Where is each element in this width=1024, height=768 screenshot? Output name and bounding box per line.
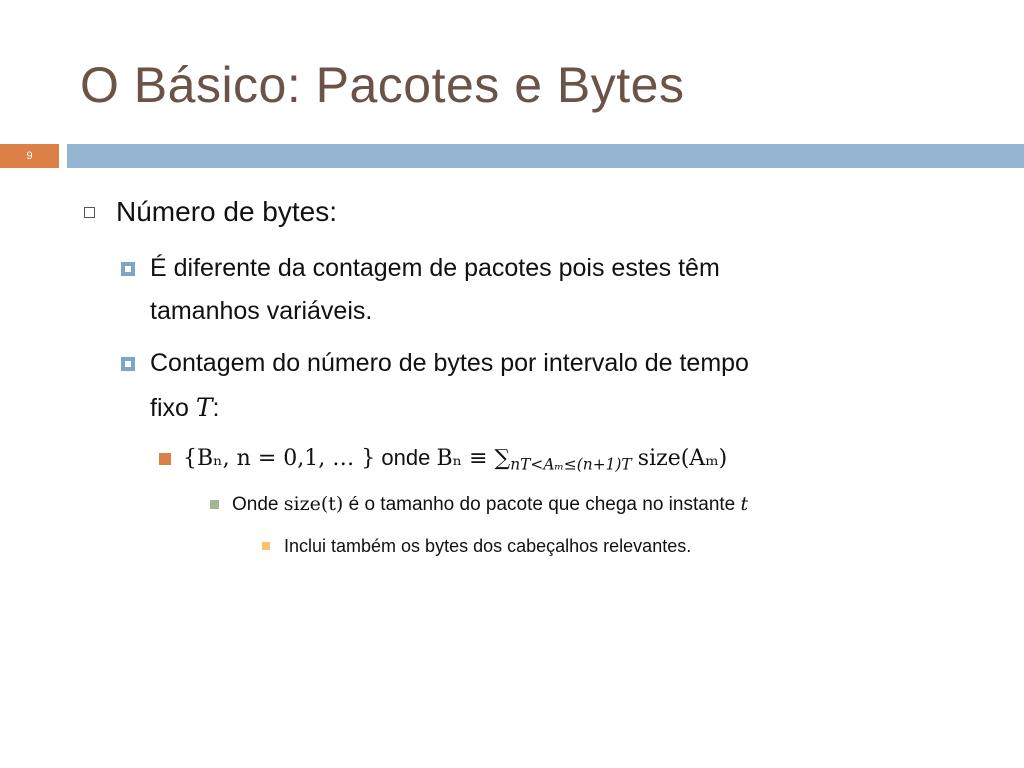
bullet-level3-formula xyxy=(183,442,727,481)
sum-range: nT<Aₘ≤(n+1)T xyxy=(510,455,632,474)
green-square-bullet-icon xyxy=(210,500,219,509)
yellow-square-bullet-icon xyxy=(262,542,270,550)
slide-number-badge xyxy=(0,144,59,168)
bullet-level1-text: Número de bytes: xyxy=(116,196,337,227)
orange-square-bullet-icon xyxy=(159,453,171,465)
var-T: T xyxy=(195,393,213,422)
definition-lhs: Bₙ ≡ ∑ xyxy=(436,446,511,471)
level4-body: é o tamanho do pacote que chega no instante xyxy=(348,494,736,515)
bullet-level4-text xyxy=(232,490,748,519)
size-function: size(t) xyxy=(283,493,344,515)
slide-number: 9 xyxy=(26,150,33,162)
bullet-level2-a-line1: É diferente da contagem de pacotes pois estes têm xyxy=(150,254,720,282)
fixed-prefix: fixo xyxy=(150,394,196,422)
slide-title: O Básico: Pacotes e Bytes xyxy=(80,57,685,113)
set-expression: {Bₙ, n = 0,1, … } xyxy=(183,446,376,471)
header-band xyxy=(67,144,1024,168)
definition-rhs: size(Aₘ) xyxy=(637,446,728,471)
var-t: t xyxy=(740,493,749,515)
bullet-level2-b-line2 xyxy=(150,390,220,426)
bullet-level5-text: Inclui também os bytes dos cabeçalhos relevantes. xyxy=(284,536,692,556)
hollow-square-bullet-icon xyxy=(84,207,95,218)
bullet-level2-a-line2: tamanhos variáveis. xyxy=(150,297,373,325)
bullet-level2-b-line1: Contagem do número de bytes por intervalo de tempo xyxy=(150,349,749,377)
word-onde: onde xyxy=(381,445,431,470)
level4-prefix: Onde xyxy=(232,494,279,515)
colon: : xyxy=(212,394,220,422)
square-bullet-icon xyxy=(121,262,135,276)
square-bullet-icon xyxy=(121,357,135,371)
